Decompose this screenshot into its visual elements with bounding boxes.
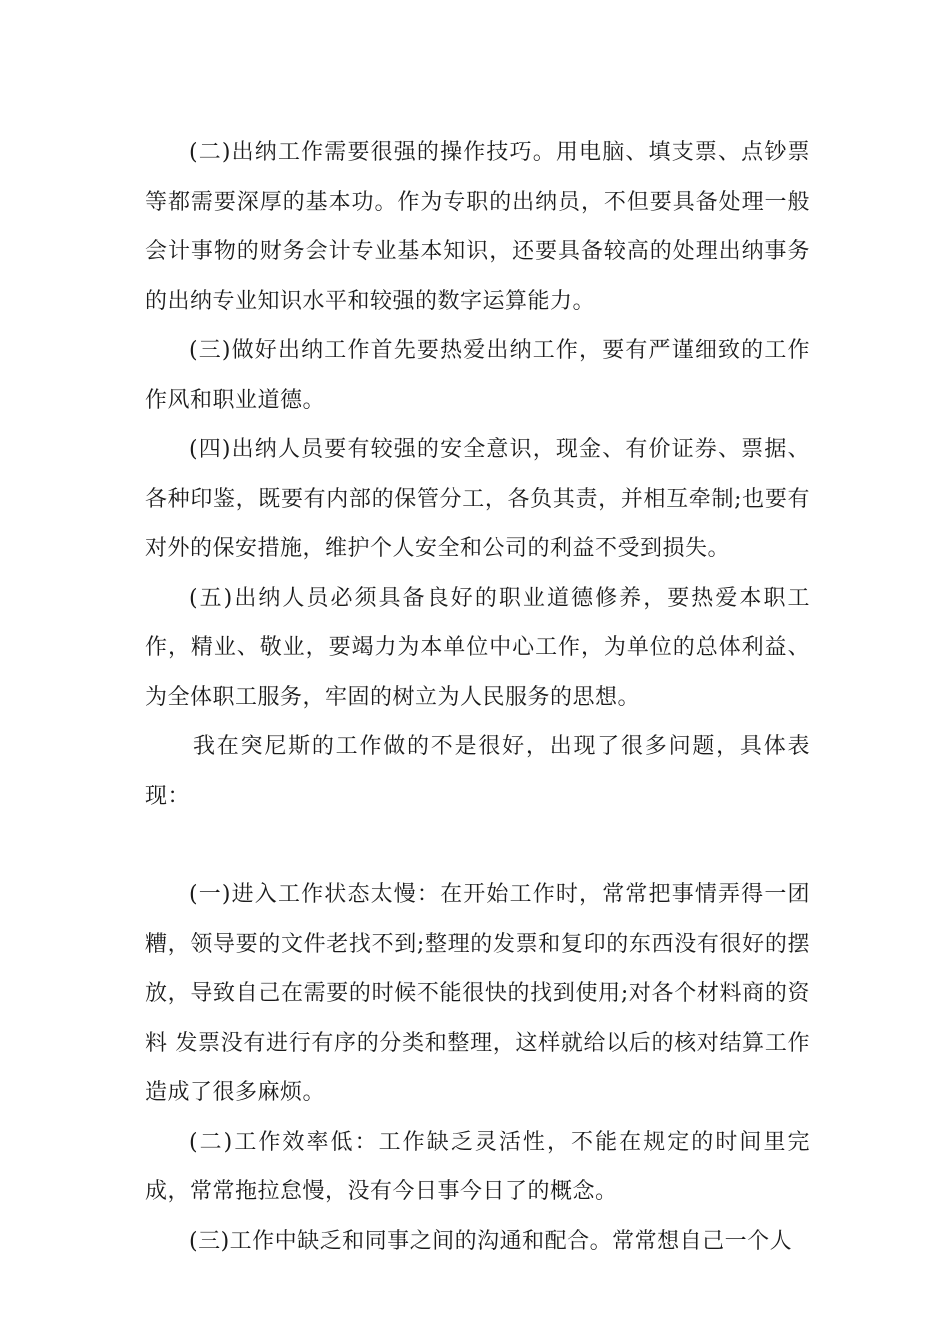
document-body <box>145 128 810 1266</box>
paragraph-spacer <box>145 821 810 870</box>
paragraph-love-work: (三)做好出纳工作首先要热爱出纳工作，要有严谨细致的工作作风和职业道德。 <box>145 338 810 413</box>
paragraph-problems-intro: 我在突尼斯的工作做的不是很好，出现了很多问题，具体表现： <box>145 734 810 809</box>
paragraph-safety-awareness: (四)出纳人员要有较强的安全意识，现金、有价证券、票据、各种印鉴，既要有内部的保管分工，各负其责，并相互牵制;也要有对外的保安措施，维护个人安全和公司的利益不受到损失。 <box>145 437 810 561</box>
paragraph-cashier-skills: (二)出纳工作需要很强的操作技巧。用电脑、填支票、点钞票等都需要深厚的基本功。作为专职的出纳员，不但要具备处理一般会计事物的财务会计专业基本知识，还要具备较高的处理出纳事务的出纳专业知识水平和较强的数字运算能力。 <box>145 140 810 314</box>
paragraph-professional-ethics: (五)出纳人员必须具备良好的职业道德修养，要热爱本职工作，精业、敬业，要竭力为本单位中心工作，为单位的总体利益、为全体职工服务，牢固的树立为人民服务的思想。 <box>145 585 810 710</box>
paragraph-lack-communication: (三)工作中缺乏和同事之间的沟通和配合。常常想自己一个人 <box>189 1228 793 1254</box>
paragraph-low-efficiency: (二)工作效率低：工作缺乏灵活性，不能在规定的时间里完成，常常拖拉怠慢，没有今日事今日了的概念。 <box>145 1129 810 1204</box>
paragraph-slow-start: (一)进入工作状态太慢：在开始工作时，常常把事情弄得一团糟，领导要的文件老找不到;整理的发票和复印的东西没有很好的摆放，导致自己在需要的时候不能很快的找到使用;对各个材料商的资料 发票没有进行有序的分类和整理，这样就给以后的核对结算工作造成了很多麻烦。 <box>145 882 810 1105</box>
